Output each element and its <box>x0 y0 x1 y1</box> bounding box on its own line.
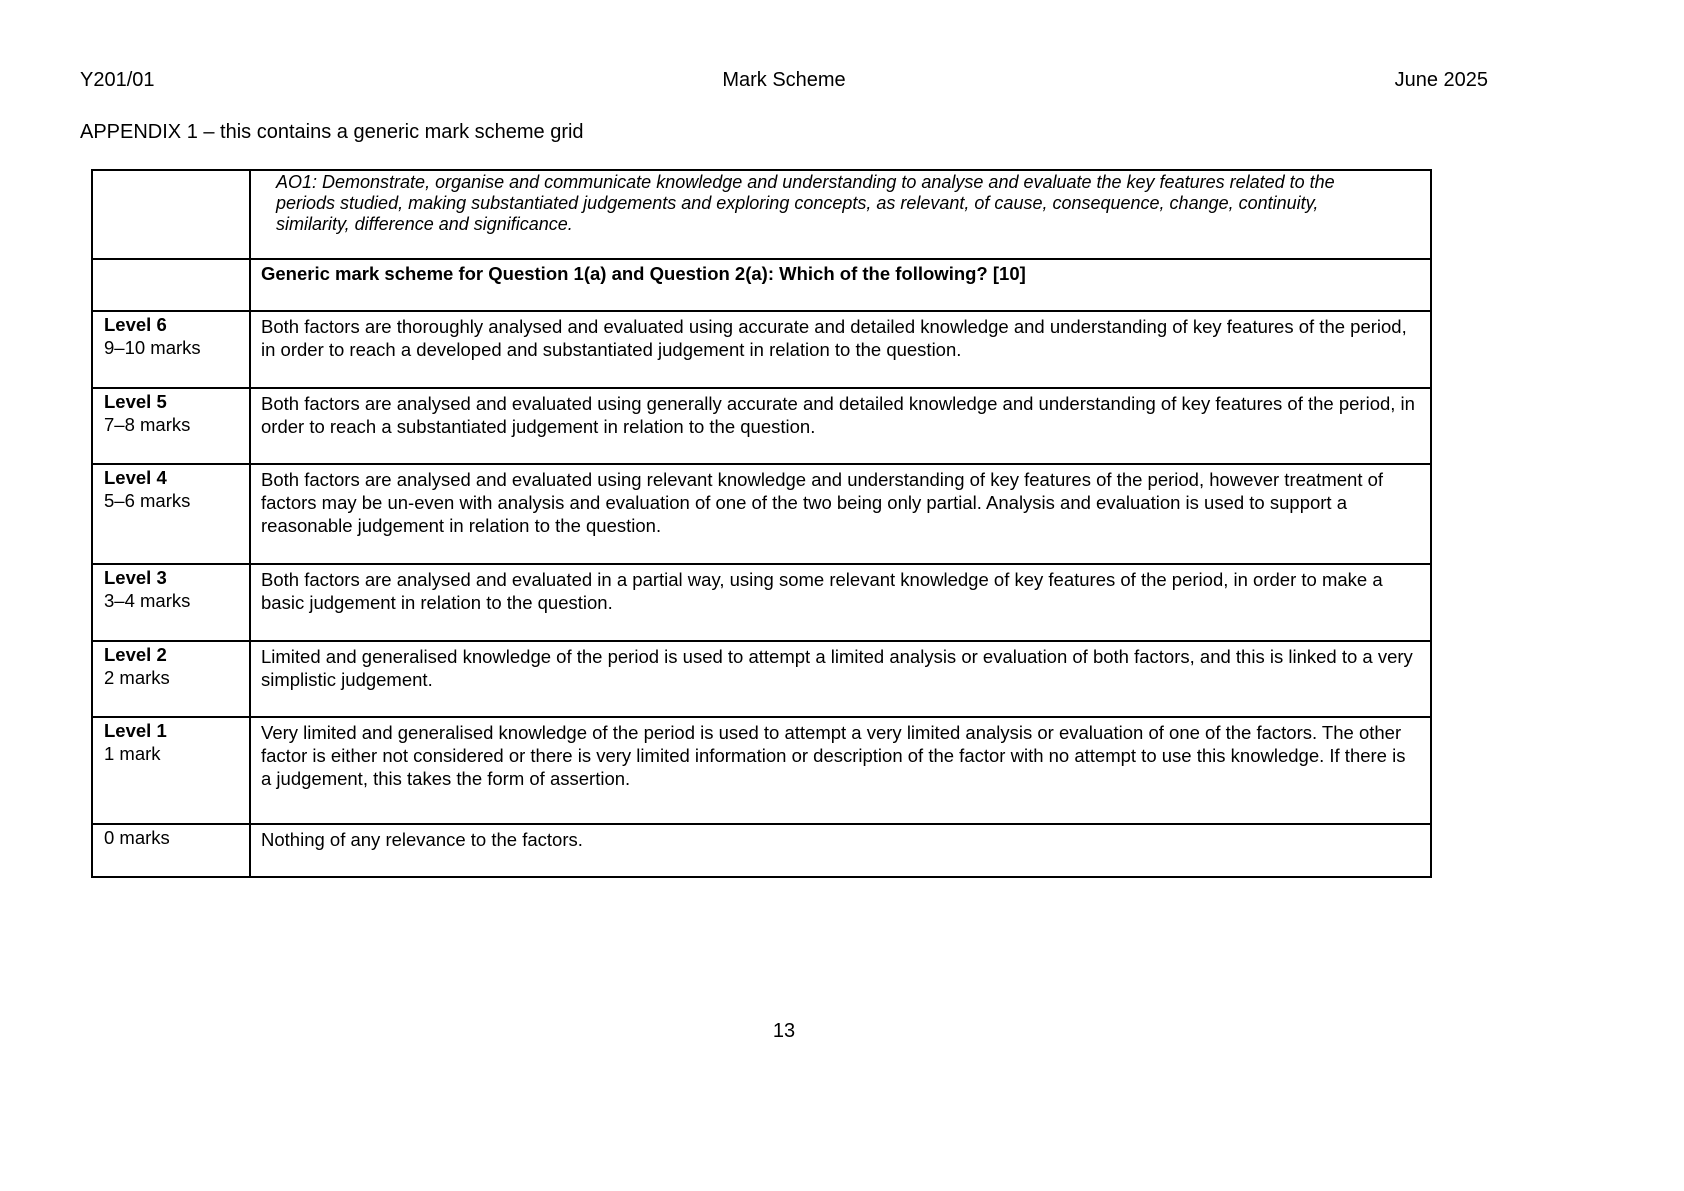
grid-title-row <box>92 259 1431 311</box>
level-description: Both factors are analysed and evaluated using generally accurate and detailed knowledge and understanding of key features of the period, in order to reach a substantiated judgement in relation to the question. <box>250 388 1431 464</box>
level-cell <box>92 564 250 641</box>
level-cell <box>92 717 250 824</box>
level-cell <box>92 641 250 717</box>
level-marks: 2 marks <box>104 667 170 688</box>
level-name: Level 6 <box>104 314 167 335</box>
table-row <box>92 388 1431 464</box>
appendix-title: APPENDIX 1 – this contains a generic mark scheme grid <box>80 121 584 143</box>
grid-title: Generic mark scheme for Question 1(a) and Question 2(a): Which of the following? [10] <box>250 259 1431 311</box>
table-row <box>92 824 1431 877</box>
level-cell <box>92 311 250 388</box>
assessment-objective-row <box>92 170 1431 259</box>
level-cell <box>92 824 250 877</box>
empty-cell <box>92 170 250 259</box>
table-row <box>92 464 1431 564</box>
level-name: Level 5 <box>104 391 167 412</box>
header-document-code: Y201/01 <box>80 69 155 91</box>
level-description: Nothing of any relevance to the factors. <box>250 824 1431 877</box>
table-row <box>92 311 1431 388</box>
level-description: Very limited and generalised knowledge of the period is used to attempt a very limited analysis or evaluation of one of the factors. The other factor is either not considered or there is very limited information or description of the factor with no attempt to use this knowledge. If there is a judgement, this takes the form of assertion. <box>250 717 1431 824</box>
mark-scheme-grid <box>91 169 1432 878</box>
level-cell <box>92 388 250 464</box>
level-marks: 7–8 marks <box>104 414 191 435</box>
header-date: June 2025 <box>1394 69 1488 91</box>
table-row <box>92 564 1431 641</box>
level-description: Both factors are analysed and evaluated in a partial way, using some relevant knowledge of key features of the period, in order to make a basic judgement in relation to the question. <box>250 564 1431 641</box>
level-description: Both factors are thoroughly analysed and evaluated using accurate and detailed knowledge and understanding of key features of the period, in order to reach a developed and substantiated judgement in relation to the question. <box>250 311 1431 388</box>
level-marks: 0 marks <box>104 827 170 848</box>
empty-cell <box>92 259 250 311</box>
page-number: 13 <box>772 1020 796 1042</box>
table-row <box>92 717 1431 824</box>
assessment-objective-text: AO1: Demonstrate, organise and communicate knowledge and understanding to analyse and evaluate the key features related to the periods studied, making substantiated judgements and exploring concepts, as relevant, of cause, consequence, change, continuity, similarity, difference and significance. <box>250 170 1431 259</box>
level-description: Both factors are analysed and evaluated using relevant knowledge and understanding of key features of the period, however treatment of factors may be un-even with analysis and evaluation of one of the two being only partial. Analysis and evaluation is used to support a reasonable judgement in relation to the question. <box>250 464 1431 564</box>
level-description: Limited and generalised knowledge of the period is used to attempt a limited analysis or evaluation of both factors, and this is linked to a very simplistic judgement. <box>250 641 1431 717</box>
level-marks: 1 mark <box>104 743 161 764</box>
level-marks: 3–4 marks <box>104 590 191 611</box>
level-name: Level 4 <box>104 467 167 488</box>
level-marks: 5–6 marks <box>104 490 191 511</box>
level-cell <box>92 464 250 564</box>
level-name: Level 3 <box>104 567 167 588</box>
level-name: Level 1 <box>104 720 167 741</box>
table-row <box>92 641 1431 717</box>
level-name: Level 2 <box>104 644 167 665</box>
header-document-title: Mark Scheme <box>722 69 846 91</box>
level-marks: 9–10 marks <box>104 337 201 358</box>
